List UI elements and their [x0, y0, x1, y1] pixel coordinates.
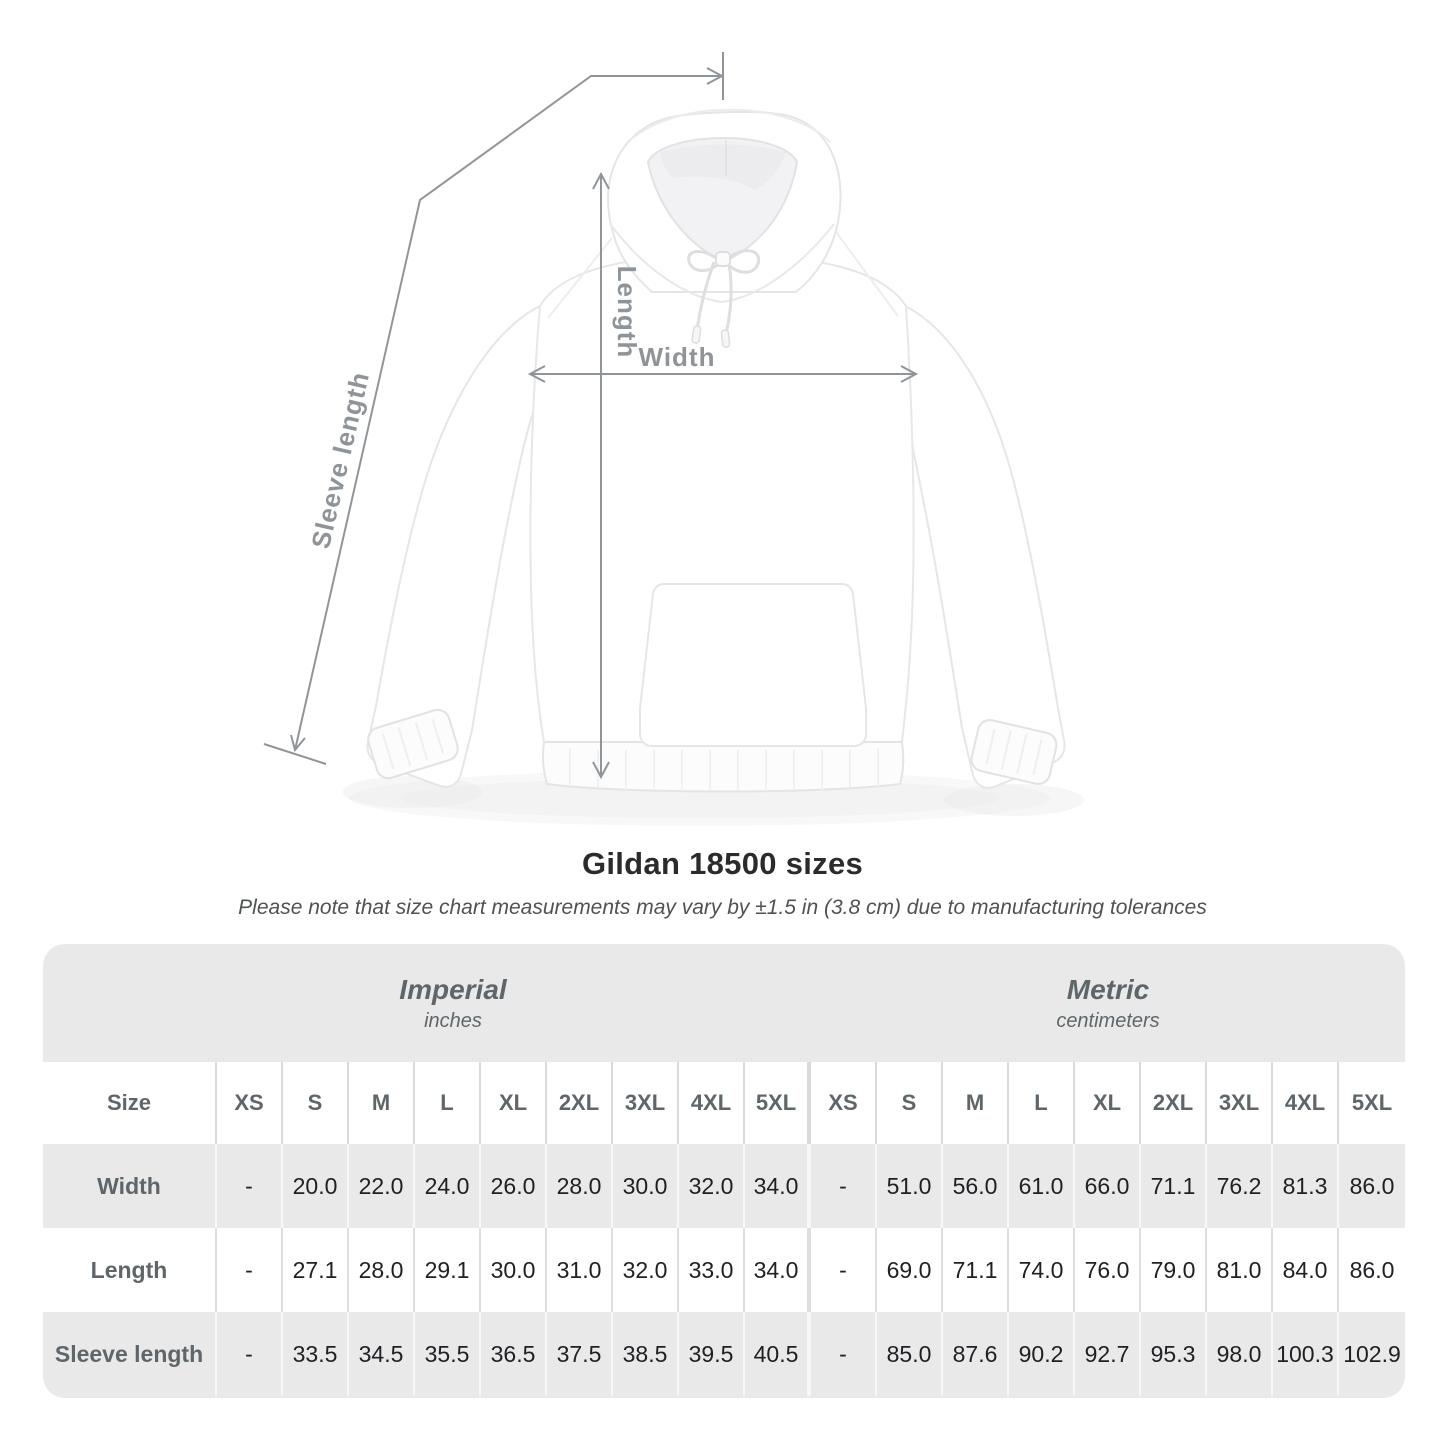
table-cell: 86.0 — [1349, 1172, 1395, 1199]
kangaroo-pocket — [640, 584, 866, 746]
size-table — [43, 944, 1405, 1398]
col-header: XL — [481, 1062, 547, 1144]
length-label: Length — [612, 265, 642, 359]
size-col-header: Size — [43, 1062, 217, 1144]
table-row — [43, 1312, 1405, 1396]
col-header: 5XL — [745, 1062, 811, 1144]
table-cell: 30.0 — [613, 1144, 679, 1228]
col-header: L — [415, 1062, 481, 1144]
metric-group-unit: centimeters — [1056, 1009, 1160, 1032]
table-cell: - — [811, 1144, 877, 1228]
table-cell: 79.0 — [1141, 1228, 1207, 1312]
table-cell: 71.1 — [1141, 1144, 1207, 1228]
table-cell: 100.3 — [1273, 1312, 1339, 1396]
table-cell: 37.5 — [547, 1312, 613, 1396]
col-header: 4XL — [1273, 1062, 1339, 1144]
table-cell: 33.0 — [679, 1228, 745, 1312]
col-header: XS — [811, 1062, 877, 1144]
width-label: Width — [638, 342, 716, 372]
col-header: S — [877, 1062, 943, 1144]
tolerance-note: Please note that size chart measurements may vary by ±1.5 in (3.8 cm) due to manufacturing tolerances — [238, 896, 1207, 919]
table-cell: 39.5 — [679, 1312, 745, 1396]
table-cell: 38.5 — [613, 1312, 679, 1396]
row-label: Sleeve length — [43, 1312, 217, 1396]
table-cell: 32.0 — [679, 1144, 745, 1228]
table-cell: - — [217, 1144, 283, 1228]
table-cell: 28.0 — [547, 1144, 613, 1228]
sleeve-length-label: Sleeve length — [305, 368, 376, 552]
col-header: S — [283, 1062, 349, 1144]
table-cell: 76.0 — [1075, 1228, 1141, 1312]
table-cell: 24.0 — [415, 1144, 481, 1228]
table-cell: 84.0 — [1273, 1228, 1339, 1312]
imperial-group-name: Imperial — [399, 973, 507, 1005]
table-cell: 32.0 — [613, 1228, 679, 1312]
table-cell: 35.5 — [415, 1312, 481, 1396]
table-header-row — [43, 1062, 1405, 1144]
table-cell: 40.5 — [745, 1312, 811, 1396]
table-cell: 90.2 — [1009, 1312, 1075, 1396]
table-cell: - — [811, 1312, 877, 1396]
table-cell: 34.5 — [349, 1312, 415, 1396]
table-cell: 69.0 — [877, 1228, 943, 1312]
page-title: Gildan 18500 sizes — [581, 846, 864, 881]
col-header: 2XL — [547, 1062, 613, 1144]
col-header: 3XL — [1207, 1062, 1273, 1144]
table-cell: 61.0 — [1009, 1144, 1075, 1228]
table-cell: 71.1 — [943, 1228, 1009, 1312]
row-label: Length — [43, 1228, 217, 1312]
col-header: M — [943, 1062, 1009, 1144]
table-cell: 85.0 — [877, 1312, 943, 1396]
metric-group-name: Metric — [1066, 973, 1150, 1005]
table-cell: 22.0 — [349, 1144, 415, 1228]
col-header: XL — [1075, 1062, 1141, 1144]
table-cell: - — [811, 1228, 877, 1312]
col-header: 4XL — [679, 1062, 745, 1144]
col-header: 3XL — [613, 1062, 679, 1144]
unit-group-row — [43, 944, 1405, 1062]
table-row — [43, 1228, 1405, 1312]
table-cell: 33.5 — [283, 1312, 349, 1396]
table-cell: 66.0 — [1075, 1144, 1141, 1228]
col-header: 2XL — [1141, 1062, 1207, 1144]
table-cell: 26.0 — [481, 1144, 547, 1228]
col-header: XS — [217, 1062, 283, 1144]
imperial-group-header — [43, 944, 811, 1062]
table-cell: 30.0 — [481, 1228, 547, 1312]
hem-band — [543, 742, 903, 792]
table-cell: 56.0 — [943, 1144, 1009, 1228]
table-cell: 95.3 — [1141, 1312, 1207, 1396]
table-cell: - — [217, 1312, 283, 1396]
table-cell: 81.3 — [1273, 1144, 1339, 1228]
table-cell: 51.0 — [877, 1144, 943, 1228]
table-cell: 28.0 — [349, 1228, 415, 1312]
col-header: M — [349, 1062, 415, 1144]
table-cell: 76.2 — [1207, 1144, 1273, 1228]
table-cell: 36.5 — [481, 1312, 547, 1396]
table-cell: 34.0 — [745, 1228, 811, 1312]
metric-group-header — [811, 944, 1405, 1062]
col-header: L — [1009, 1062, 1075, 1144]
table-cell: 92.7 — [1075, 1312, 1141, 1396]
table-cell: 27.1 — [283, 1228, 349, 1312]
table-cell: 81.0 — [1207, 1228, 1273, 1312]
row-label: Width — [43, 1144, 217, 1228]
table-cell: - — [217, 1228, 283, 1312]
table-cell: 29.1 — [415, 1228, 481, 1312]
table-row — [43, 1144, 1405, 1228]
table-cell: 31.0 — [547, 1228, 613, 1312]
table-cell: 87.6 — [943, 1312, 1009, 1396]
table-cell: 74.0 — [1009, 1228, 1075, 1312]
table-cell: 20.0 — [283, 1144, 349, 1228]
table-cell: 102.9 — [1343, 1340, 1401, 1367]
table-cell: 34.0 — [745, 1144, 811, 1228]
col-header: 5XL — [1351, 1090, 1393, 1115]
imperial-group-unit: inches — [424, 1009, 482, 1032]
table-cell: 86.0 — [1349, 1256, 1395, 1283]
table-cell: 98.0 — [1207, 1312, 1273, 1396]
